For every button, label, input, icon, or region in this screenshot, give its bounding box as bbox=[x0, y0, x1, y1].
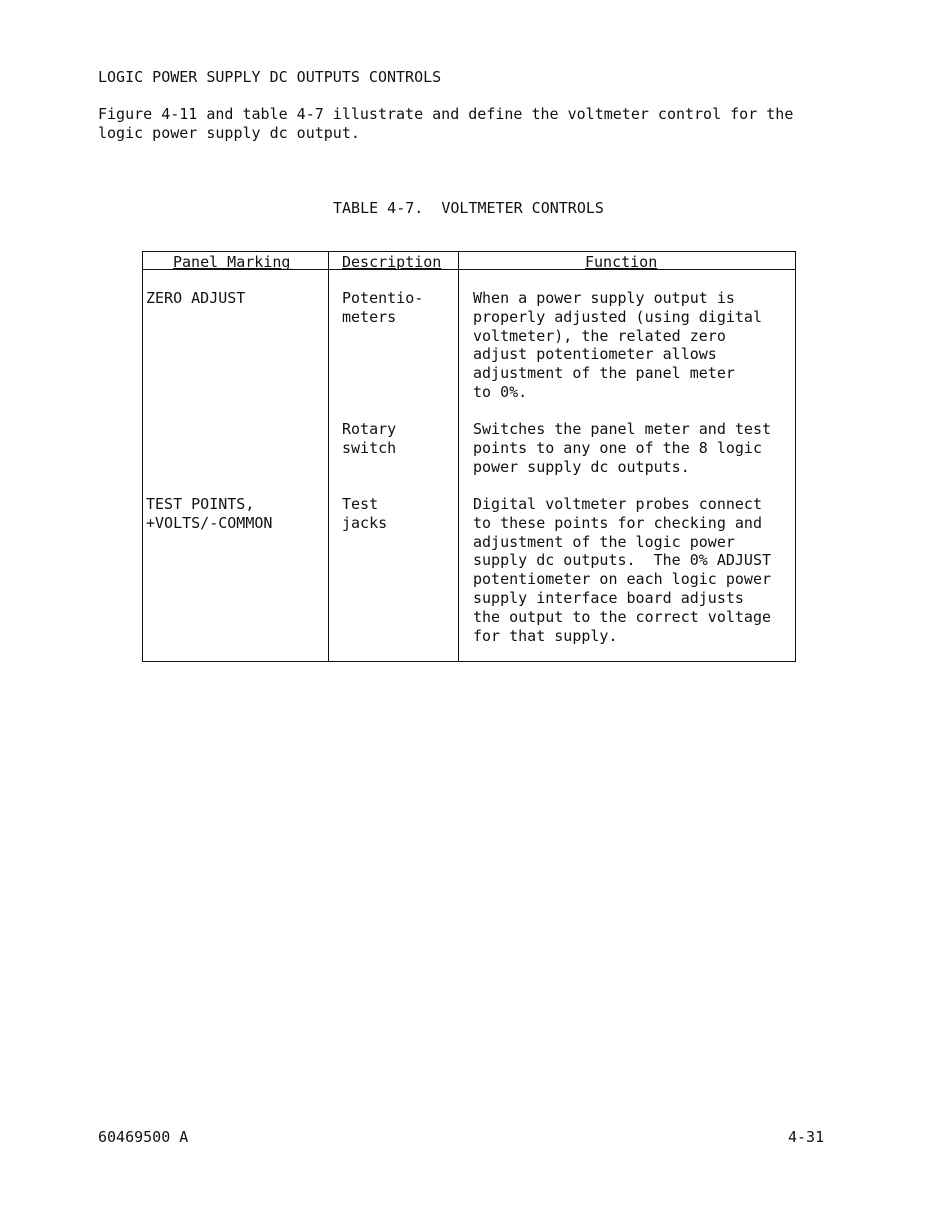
row1-function-line2: properly adjusted (using digital bbox=[473, 308, 762, 326]
row2-description-line1: Rotary bbox=[342, 420, 397, 438]
row3-function-line8: for that supply. bbox=[473, 627, 618, 645]
row3-function-line4: supply dc outputs. The 0% ADJUST bbox=[473, 551, 772, 569]
row1-function-line1: When a power supply output is bbox=[473, 289, 735, 307]
row3-function-line2: to these points for checking and bbox=[473, 514, 762, 532]
row3-function-line7: the output to the correct voltage bbox=[473, 608, 772, 626]
row3-description-line1: Test bbox=[342, 495, 379, 513]
section-heading: LOGIC POWER SUPPLY DC OUTPUTS CONTROLS bbox=[98, 68, 442, 86]
row2-function-line3: power supply dc outputs. bbox=[473, 458, 690, 476]
table-title: TABLE 4-7. VOLTMETER CONTROLS bbox=[333, 199, 604, 217]
row1-function-line5: adjustment of the panel meter bbox=[473, 364, 735, 382]
row3-description-line2: jacks bbox=[342, 514, 388, 532]
table-top-rule bbox=[143, 251, 795, 252]
column-separator bbox=[458, 251, 459, 661]
row1-function-line3: voltmeter), the related zero bbox=[473, 327, 726, 345]
row3-function-line3: adjustment of the logic power bbox=[473, 533, 735, 551]
row3-function-line6: supply interface board adjusts bbox=[473, 589, 744, 607]
intro-line-2: logic power supply dc output. bbox=[98, 124, 360, 142]
column-separator bbox=[328, 251, 329, 661]
row3-panel-line2: +VOLTS/-COMMON bbox=[146, 514, 273, 532]
row1-function-line6: to 0%. bbox=[473, 383, 528, 401]
row1-function-line4: adjust potentiometer allows bbox=[473, 345, 717, 363]
row2-function-line2: points to any one of the 8 logic bbox=[473, 439, 762, 457]
footer-page-number: 4-31 bbox=[788, 1128, 825, 1146]
header-description: Description bbox=[342, 253, 442, 271]
row3-panel-line1: TEST POINTS, bbox=[146, 495, 255, 513]
intro-line-1: Figure 4-11 and table 4-7 illustrate and define the voltmeter control for the bbox=[98, 105, 794, 123]
row1-description-line2: meters bbox=[342, 308, 397, 326]
row2-description-line2: switch bbox=[342, 439, 397, 457]
row3-function-line5: potentiometer on each logic power bbox=[473, 570, 772, 588]
voltmeter-controls-table bbox=[142, 251, 796, 662]
header-function: Function bbox=[585, 253, 658, 271]
header-panel-marking: Panel Marking bbox=[173, 253, 291, 271]
row1-panel-line1: ZERO ADJUST bbox=[146, 289, 246, 307]
row3-function-line1: Digital voltmeter probes connect bbox=[473, 495, 762, 513]
footer-doc-number: 60469500 A bbox=[98, 1128, 189, 1146]
row1-description-line1: Potentio- bbox=[342, 289, 424, 307]
row2-function-line1: Switches the panel meter and test bbox=[473, 420, 772, 438]
